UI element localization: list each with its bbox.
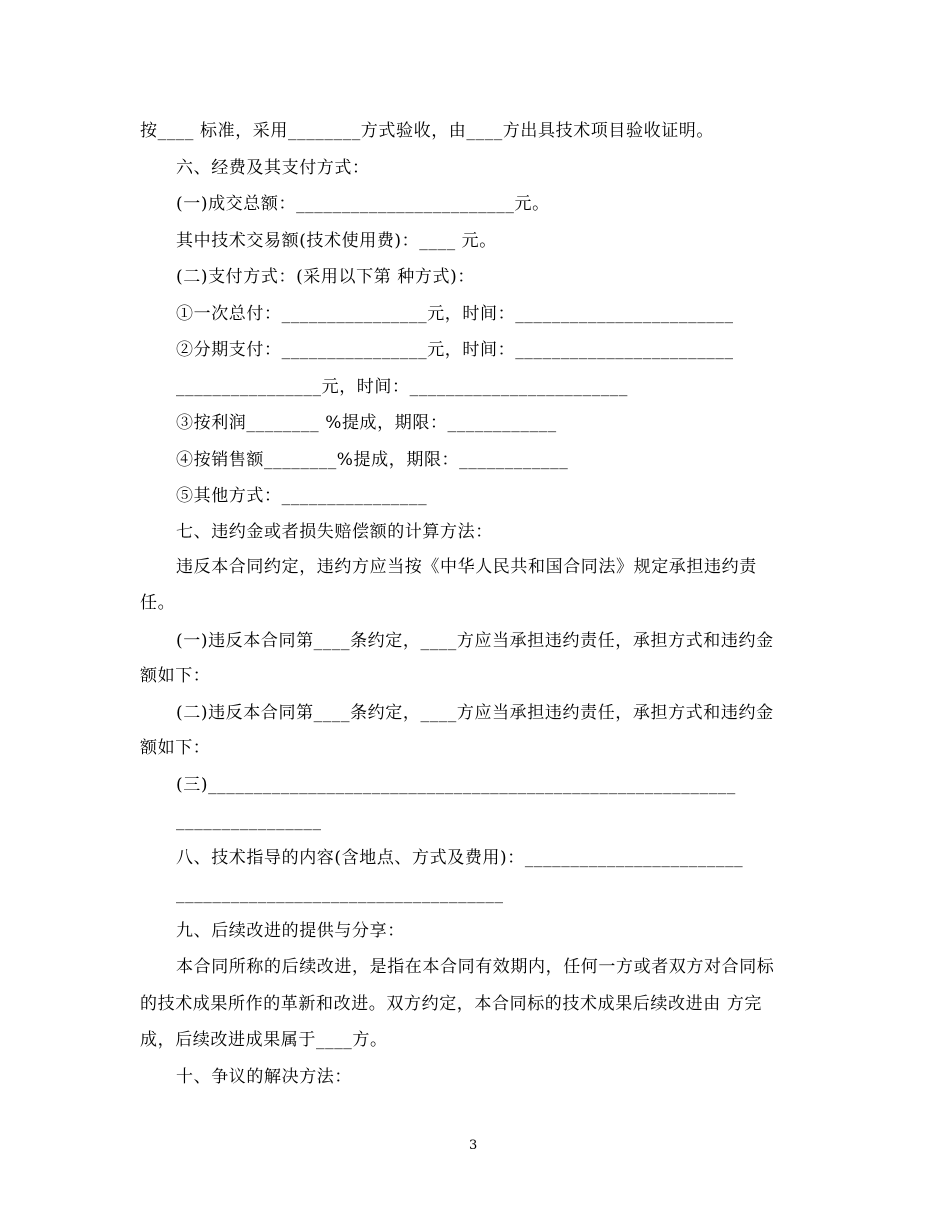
text-line-profit: ③按利润________ %提成，期限：____________ — [176, 413, 557, 433]
heading-dispute: 十、争议的解决方法： — [176, 1067, 352, 1087]
text-line-guidance-cont: ____________________________________ — [176, 884, 504, 904]
text-line-breach-2-cont: 额如下： — [140, 738, 211, 758]
text-line-acceptance: 按____ 标准，采用________方式验收，由____方出具技术项目验收证明。 — [140, 121, 715, 141]
text-line-sales: ④按销售额________%提成，期限：____________ — [176, 450, 569, 470]
page-number: 3 — [469, 1138, 478, 1153]
text-line-breach-2: (二)违反本合同第____条约定，____方应当承担违约责任，承担方式和违约金 — [176, 703, 774, 723]
text-line-breach-3: (三)__________________________________________________________ — [176, 775, 736, 795]
text-line-total: (一)成交总额：________________________元。 — [176, 194, 550, 214]
text-line-lump-sum: ①一次总付：________________元，时间：________________________ — [176, 304, 734, 324]
heading-improvements: 九、后续改进的提供与分享： — [176, 921, 405, 941]
text-line-tech-amount: 其中技术交易额(技术使用费)：____ 元。 — [176, 231, 497, 251]
heading-funding: 六、经费及其支付方式： — [176, 158, 370, 178]
text-line-improve-2: 的技术成果所作的革新和改进。双方约定，本合同标的技术成果后续改进由 方完 — [140, 994, 763, 1014]
text-line-improve-3: 成，后续改进成果属于____方。 — [140, 1030, 388, 1050]
text-line-installment-2: ________________元，时间：________________________ — [176, 377, 628, 397]
text-line-breach-3-cont: ________________ — [176, 811, 322, 831]
text-line-breach-1-cont: 额如下： — [140, 666, 211, 686]
text-line-breach: 违反本合同约定，违约方应当按《中华人民共和国合同法》规定承担违约责 — [176, 557, 757, 577]
text-line-other: ⑤其他方式：________________ — [176, 486, 428, 506]
text-line-breach-1: (一)违反本合同第____条约定，____方应当承担违约责任，承担方式和违约金 — [176, 631, 774, 651]
heading-penalty: 七、违约金或者损失赔偿额的计算方法： — [176, 522, 493, 542]
text-line-breach-cont: 任。 — [140, 593, 176, 613]
heading-tech-guidance: 八、技术指导的内容(含地点、方式及费用)：________________________ — [176, 848, 744, 868]
text-line-payment-method: (二)支付方式：(采用以下第 种方式)： — [176, 267, 475, 287]
text-line-improve-1: 本合同所称的后续改进，是指在本合同有效期内，任何一方或者双方对合同标 — [176, 957, 775, 977]
text-line-installment: ②分期支付：________________元，时间：________________________ — [176, 340, 734, 360]
